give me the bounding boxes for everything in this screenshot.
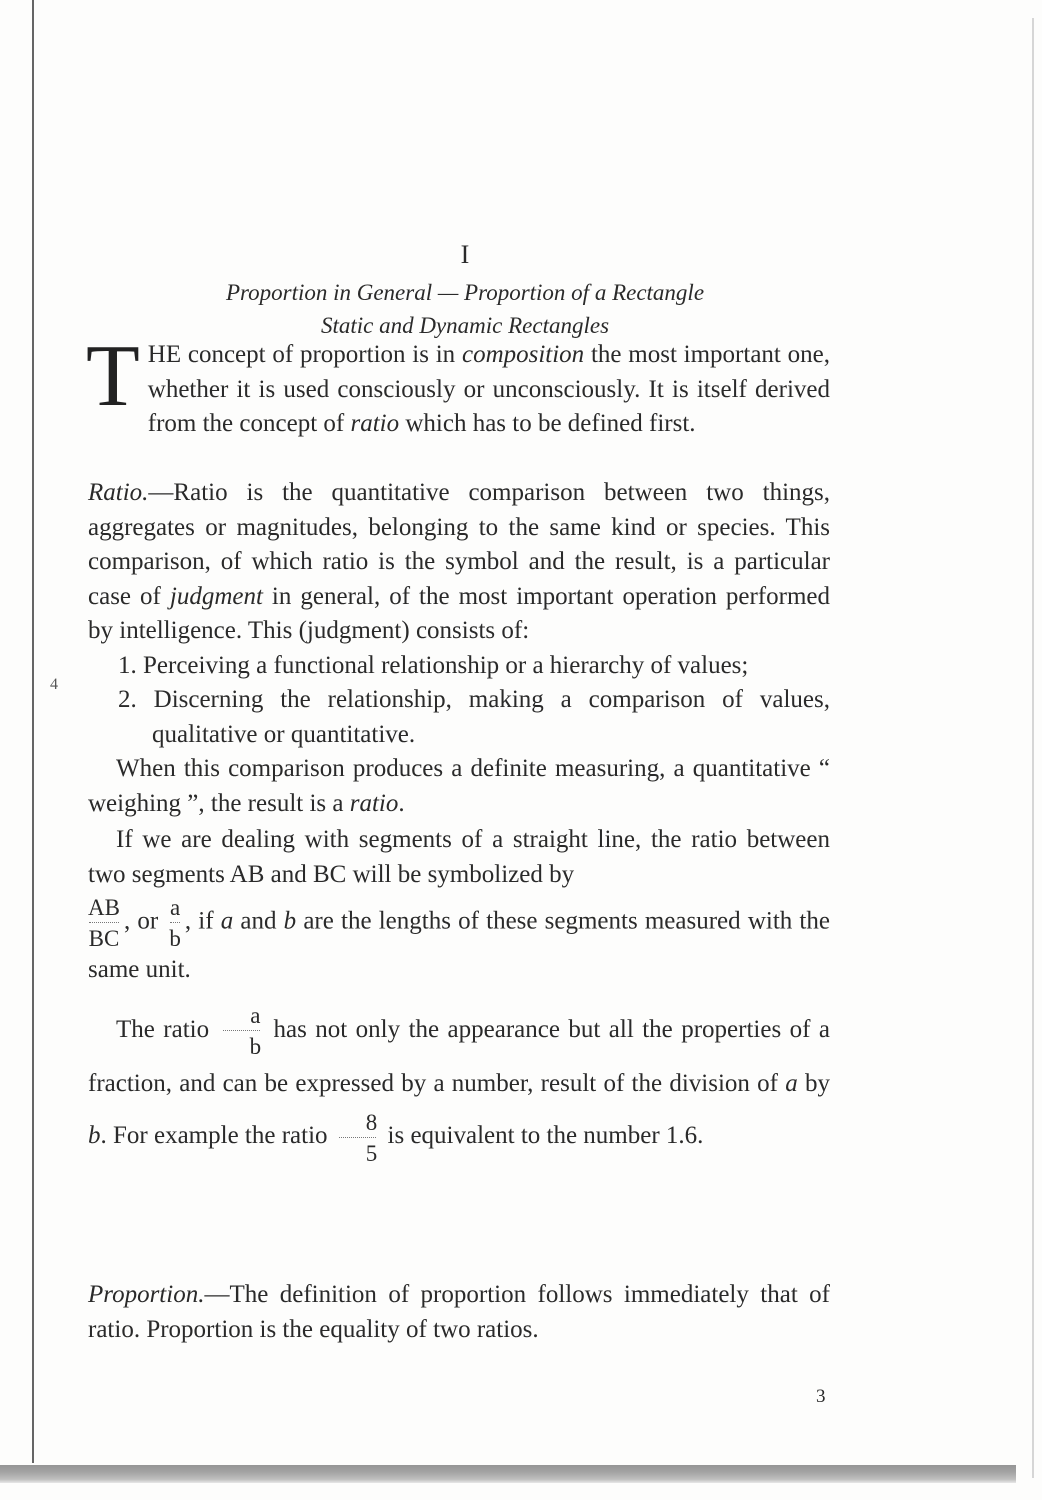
page-number: 3 [816, 1386, 826, 1407]
drop-cap: T [86, 328, 140, 425]
segments-text-b: , if [184, 907, 221, 935]
fraction-numerator: AB [88, 895, 120, 920]
fraction-bar [223, 1030, 261, 1032]
fraction-denominator: b [169, 926, 181, 951]
intro-paragraph [86, 328, 830, 442]
fraction-numerator: a [170, 895, 181, 920]
intro-text-c: which has to be defined first. [399, 410, 696, 437]
chapter-title-line-1: Proportion in General — Proportion of a Rectangle [225, 280, 705, 305]
fraction-numerator: 8 [365, 1109, 378, 1135]
fraction-a-b [169, 896, 181, 950]
emphasis-composition: composition [461, 341, 585, 368]
ratio-section [88, 476, 830, 1165]
measuring-text-b: . [398, 789, 405, 817]
variable-b: b [88, 1122, 101, 1150]
properties-text-e: is equivalent to the number 1.6. [381, 1122, 704, 1150]
fraction-numerator: a [250, 1003, 261, 1029]
fraction-bar [339, 1137, 377, 1139]
fraction-ab-bc [88, 896, 120, 950]
intro-text-a: HE concept of proportion is in [147, 341, 462, 368]
segments-text-c: and [233, 907, 284, 935]
segments-text-d: are the lengths of these segments measured with the same unit. [88, 907, 830, 983]
proportion-text: —The definition of proportion follows immediately that of ratio. Proportion is the equality of two ratios. [88, 1281, 830, 1343]
fraction-a-b-2 [222, 1004, 262, 1058]
list-item [88, 649, 830, 684]
variable-b: b [283, 907, 297, 935]
fraction-bar [89, 922, 119, 924]
margin-mark: 4 [50, 676, 58, 693]
properties-text-b: has not only the appearance but all the properties of a fraction, and can be expressed by a number, result of the division of [88, 1016, 830, 1098]
proportion-heading: Proportion. [88, 1281, 205, 1308]
chapter-number: I [460, 240, 470, 269]
ratio-definition [88, 476, 830, 649]
fraction-denominator: BC [88, 926, 120, 951]
properties-text-a: The ratio [116, 1016, 218, 1043]
ratio-text-b: in general, of the most important operation performed by intelligence. This (judgment) consists of: [88, 582, 830, 644]
emphasis-ratio: ratio [350, 410, 400, 437]
variable-a: a [785, 1070, 798, 1098]
fraction-properties-paragraph [88, 1004, 830, 1165]
chapter-title-line-2: Static and Dynamic Rectangles [320, 313, 610, 338]
intro-text-b: the most important one, whether it is used consciously or unconsciously. It is itself derived from the concept of [147, 341, 830, 437]
list-text: Perceiving a functional relationship or a hierarchy of values; [143, 651, 749, 679]
list-text: Discerning the relationship, making a comparison of values, qualitative or quantitative. [152, 686, 830, 748]
segments-text: If we are dealing with segments of a straight line, the ratio between two segments AB and BC will be symbolized by [88, 826, 830, 888]
variable-a: a [220, 907, 234, 935]
fraction-denominator: 5 [365, 1140, 378, 1166]
scan-left-edge [32, 0, 34, 1463]
properties-text-c: by [797, 1070, 830, 1098]
ratio-text-a: —Ratio is the quantitative comparison between two things, aggregates or magnitudes, belonging to the same kind or species. This comparison, of which ratio is the symbol and the result, is a particular case of [88, 479, 830, 610]
fraction-8-5 [338, 1111, 378, 1165]
list-marker: 2. [118, 686, 137, 713]
scan-bottom-edge [0, 1465, 1016, 1483]
emphasis-judgment: judgment [169, 582, 263, 610]
fraction-bar [170, 922, 180, 924]
ratio-measuring-paragraph [88, 752, 830, 821]
proportion-section [88, 1278, 830, 1347]
scan-right-edge [1032, 18, 1034, 1478]
list-marker: 1. [118, 651, 137, 679]
list-item [88, 683, 830, 752]
segments-paragraph [88, 823, 830, 892]
segments-or: , or [123, 907, 166, 935]
segments-fractions-line [88, 896, 830, 990]
fraction-denominator: b [249, 1034, 262, 1060]
properties-text-d: . For example the ratio [100, 1122, 334, 1150]
emphasis-ratio-2: ratio [349, 789, 399, 817]
measuring-text-a: When this comparison produces a definite measuring, a quantitative “ weighing ”, the result is a [88, 755, 830, 817]
ratio-heading: Ratio. [88, 479, 149, 506]
